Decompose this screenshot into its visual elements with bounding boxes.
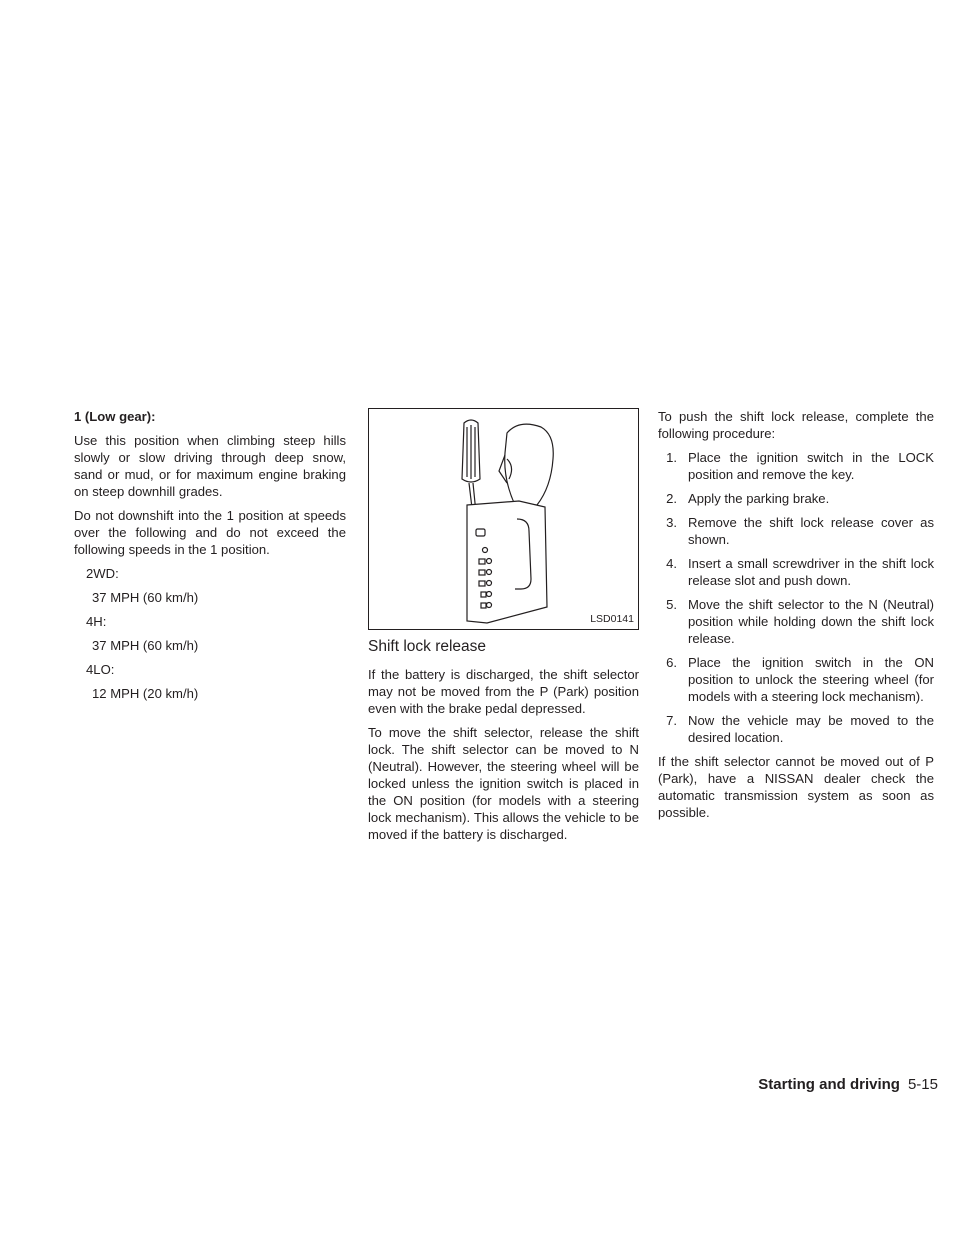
- section-title: Shift lock release: [368, 638, 487, 655]
- procedure-steps: [658, 449, 934, 746]
- list-item: 5. Move the shift selector to the N (Neutral) position while holding down the shift lock release.: [666, 597, 934, 646]
- shift-lock-figure: [368, 408, 639, 630]
- figure-caption: LSD0141: [590, 613, 634, 625]
- page-number: 5-15: [907, 1076, 938, 1093]
- move-selector-paragraph: To move the shift selector, release the shift lock. The shift selector can be moved to N (Neutral). However, the steering wheel will be locked unless the ignition switch is placed in the ON position (for models with a steering lock mechanism). This allows the vehicle to be moved if the battery is discharged.: [368, 725, 639, 842]
- right-column: [658, 408, 934, 828]
- list-item: 2. Apply the parking brake.: [666, 491, 830, 506]
- list-item: 3. Remove the shift lock release cover as shown.: [666, 515, 934, 547]
- list-item: 1. Place the ignition switch in the LOCK position and remove the key.: [666, 450, 934, 482]
- middle-column: [368, 408, 639, 850]
- speed-value-2wd: 37 MPH (60 km/h): [92, 590, 199, 605]
- speed-label-4lo: 4LO:: [86, 662, 115, 677]
- speed-label-2wd: 2WD:: [86, 566, 119, 581]
- dealer-check-paragraph: If the shift selector cannot be moved out of P (Park), have a NISSAN dealer check the automatic transmission system as soon as possible.: [658, 754, 934, 820]
- list-item: 4. Insert a small screwdriver in the shift lock release slot and push down.: [666, 556, 934, 588]
- shift-selector-illustration: [369, 409, 640, 631]
- footer-section-title: Starting and driving: [758, 1076, 900, 1093]
- procedure-intro: To push the shift lock release, complete the following procedure:: [658, 409, 934, 441]
- list-item: 7. Now the vehicle may be moved to the desired location.: [666, 713, 934, 745]
- battery-discharged-paragraph: If the battery is discharged, the shift selector may not be moved from the P (Park) position even with the brake pedal depressed.: [368, 667, 639, 716]
- low-gear-description: Use this position when climbing steep hills slowly or slow driving through deep snow, sand or mud, or for maximum engine braking on steep downhill grades.: [74, 433, 346, 499]
- list-item: 6. Place the ignition switch in the ON position to unlock the steering wheel (for models with a steering lock mechanism).: [666, 655, 934, 704]
- speed-label-4h: 4H:: [86, 614, 107, 629]
- downshift-warning: Do not downshift into the 1 position at speeds over the following and do not exceed the following speeds in the 1 position.: [74, 508, 346, 557]
- low-gear-subheading: 1 (Low gear):: [74, 409, 156, 424]
- page-footer: [758, 1075, 938, 1095]
- left-column: [74, 408, 346, 709]
- speed-value-4lo: 12 MPH (20 km/h): [92, 686, 199, 701]
- speed-limits: [74, 565, 346, 702]
- speed-value-4h: 37 MPH (60 km/h): [92, 638, 199, 653]
